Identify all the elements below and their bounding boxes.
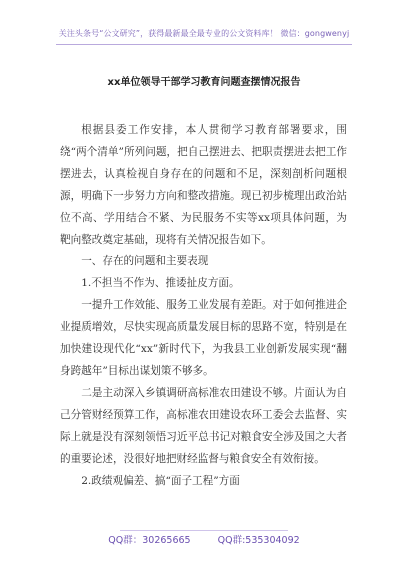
- header-promo-note: 关注头条号“公文研究”，获得最新最全最专业的公文资料库！ 微信：gongwenyj: [58, 29, 350, 38]
- footer-contact: [0, 532, 408, 546]
- body-paragraph-2: 二是主动深入乡镇调研高标准农田建设不够。片面认为自己分管财经预算工作，高标准农田建设农环工委会去监督、实际上就是没有深刻领悟习近平总书记对粮食安全涉及国之大者的重要论述，没很好地把财经监督与粮食安全有效衔接。: [60, 386, 347, 465]
- subsection-heading-1: 1.不担当不作为、推诿扯皮方面。: [81, 277, 240, 290]
- body-paragraph-1: 一提升工作效能、服务工业发展有差距。对于如何推进企业提质增效，尽快实现高质量发展目标的思路不宽，特别是在加快建设现代化“xx”新时代下，为我县工业创新发展实现“翻身跨越年”目标出谋划策不够多。: [60, 299, 347, 377]
- header-divider: [56, 44, 352, 45]
- section-heading-1: 一、存在的问题和主要表现: [81, 255, 209, 268]
- subsection-heading-2: 2.政绩观偏差、搞“面子工程”方面: [81, 474, 240, 487]
- document-title: xx单位领导干部学习教育问题查摆情况报告: [107, 77, 301, 88]
- footer-divider: [120, 530, 288, 531]
- document-body: [60, 120, 347, 492]
- footer-qq-group-1: QQ群：30265665: [108, 535, 191, 546]
- intro-paragraph: 根据县委工作安排，本人贯彻学习教育部署要求，围绕“两个清单”所列问题，把自己摆进去、把职责摆进去把工作摆进去，认真检视自身存在的问题和不足，深刻剖析问题根源，明确下一步努力方向和整改措施。现已初步梳理出政治站位不高、学用结合不紧、为民服务不实等xx项具体问题，为靶向整改奠定基础，现将有关情况报告如下。: [60, 124, 347, 246]
- footer-qq-group-2: QQ群:535304092: [217, 535, 300, 546]
